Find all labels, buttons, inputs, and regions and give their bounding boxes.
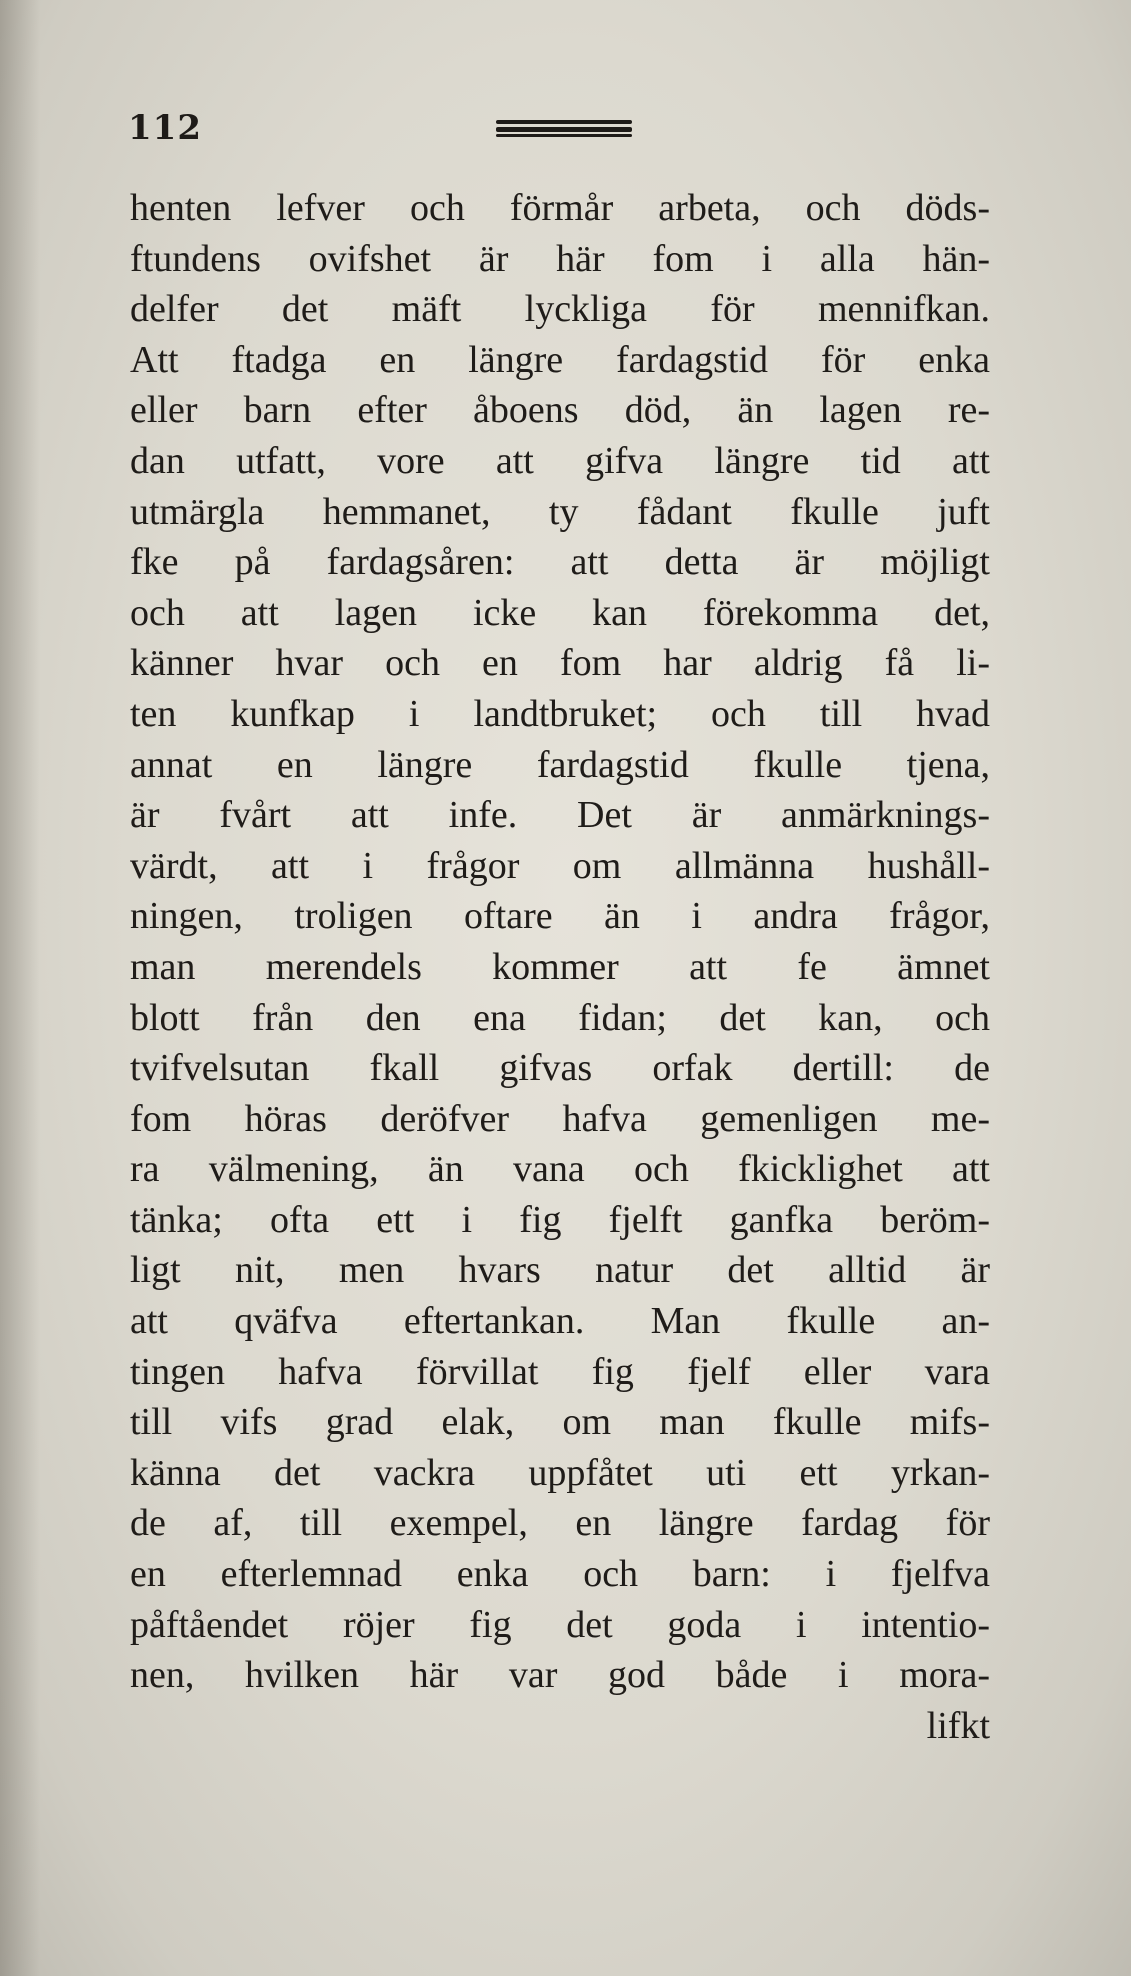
text-line: henten lefver och förmår arbeta, och döds-: [130, 187, 990, 229]
text-line: en efterlemnad enka och barn: i fjelfva: [130, 1553, 990, 1596]
text-line: nen, hvilken här var god både i mora-: [130, 1654, 990, 1697]
text-line: värdt, att i frågor om allmänna hushåll-: [130, 844, 990, 887]
text-line: annat en längre fardagstid fkulle tjena,: [130, 743, 990, 786]
header-ornament-rule: [496, 120, 632, 138]
text-line: påftåendet röjer fig det goda i intentio-: [130, 1603, 990, 1646]
text-line: utmärgla hemmanet, ty fådant fkulle juft: [130, 490, 990, 533]
text-line: tänka; ofta ett i fig fjelft ganfka beröm-: [130, 1198, 990, 1241]
text-line: och att lagen icke kan förekomma det,: [130, 591, 990, 634]
catchword: lifkt: [926, 1704, 990, 1747]
text-line: tingen hafva förvillat fig fjelf eller vara: [130, 1350, 990, 1393]
text-line: ra välmening, än vana och fkicklighet att: [130, 1148, 990, 1191]
text-line: ligt nit, men hvars natur det alltid är: [130, 1249, 990, 1292]
text-line: man merendels kommer att fe ämnet: [130, 945, 990, 988]
text-line: tvifvelsutan fkall gifvas orfak dertill: de: [130, 1047, 990, 1090]
text-line: ftundens ovifshet är här fom i alla hän-: [130, 237, 990, 280]
text-line: att qväfva eftertankan. Man fkulle an-: [130, 1300, 990, 1343]
text-line: de af, till exempel, en längre fardag för: [130, 1502, 990, 1545]
text-line: fke på fardagsåren: att detta är möjligt: [130, 541, 990, 584]
text-line: dan utfatt, vore att gifva längre tid att: [130, 439, 990, 482]
text-line: ningen, troligen oftare än i andra frågor,: [130, 895, 990, 938]
header-rule-bar: [496, 127, 632, 132]
text-line: känner hvar och en fom har aldrig få li-: [130, 642, 990, 685]
text-line: känna det vackra uppfåtet uti ett yrkan-: [130, 1451, 990, 1494]
text-line: ten kunfkap i landtbruket; och till hvad: [130, 692, 990, 735]
page-spine-shadow: [0, 0, 40, 1976]
text-line: Att ftadga en längre fardagstid för enka: [130, 338, 990, 381]
page-number: 112: [128, 108, 202, 148]
text-line: är fvårt att infe. Det är anmärknings-: [130, 794, 990, 837]
text-line: fom höras deröfver hafva gemenligen me-: [130, 1097, 990, 1140]
text-line: till vifs grad elak, om man fkulle mifs-: [130, 1401, 990, 1444]
text-line: delfer det mäft lyckliga för mennifkan.: [130, 288, 990, 331]
text-line: eller barn efter åboens död, än lagen re-: [130, 389, 990, 432]
header-rule-bar: [496, 120, 632, 124]
body-text: [130, 183, 990, 1751]
header-rule-bar: [496, 134, 632, 137]
text-line: blott från den ena fidan; det kan, och: [130, 996, 990, 1039]
